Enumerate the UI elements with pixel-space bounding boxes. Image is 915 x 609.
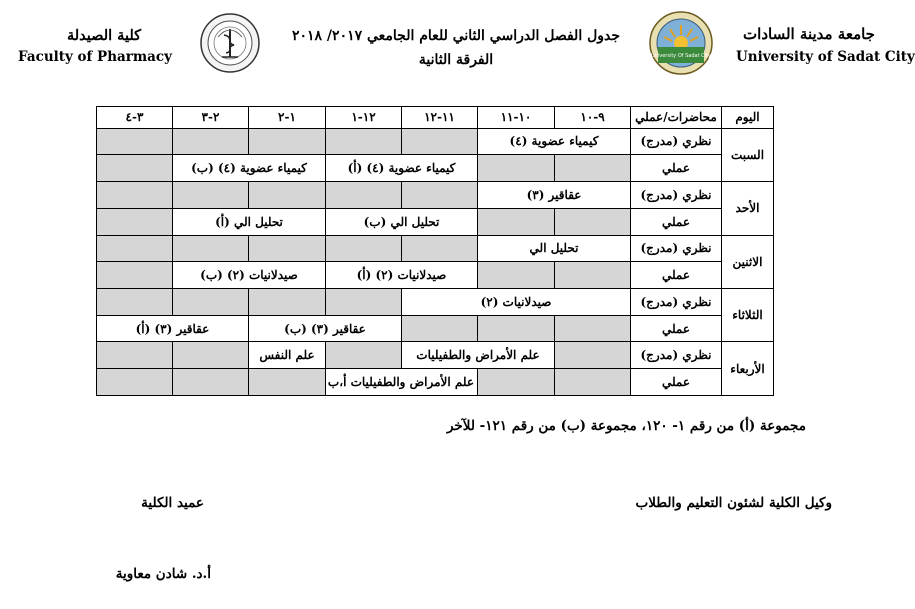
mon-practical-b-cell: صيدلانيات (٢) (ب) [173, 262, 326, 289]
university-seal-icon [648, 11, 714, 75]
schedule-title: جدول الفصل الدراسي الثاني للعام الجامعي ٢٠١٧/ ٢٠١٨ [291, 28, 621, 44]
empty-cell [97, 235, 173, 262]
empty-cell [97, 262, 173, 289]
empty-cell [173, 289, 249, 316]
empty-cell [326, 289, 402, 316]
col-header-10-11: ١٠-١١ [478, 107, 555, 129]
faculty-seal-icon [200, 13, 260, 73]
col-header-1-2: ١-٢ [249, 107, 326, 129]
sun-practical-a-cell: تحليل الي (أ) [173, 208, 326, 235]
sat-lecture-cell: كيمياء عضوية (٤) [478, 128, 631, 155]
vice-dean-title: وكيل الكلية لشئون التعليم والطلاب [635, 495, 832, 511]
tue-lecture-cell: صيدلانيات (٢) [402, 289, 631, 316]
empty-cell [478, 208, 555, 235]
col-header-3-4: ٣-٤ [97, 107, 173, 129]
day-tuesday: الثلاثاء [722, 289, 774, 342]
day-saturday: السبت [722, 128, 774, 181]
col-header-day: اليوم [722, 107, 774, 129]
empty-cell [402, 315, 478, 342]
year-group-title: الفرقة الثانية [418, 52, 494, 68]
day-wednesday: الأربعاء [722, 342, 774, 396]
empty-cell [555, 262, 631, 289]
empty-cell [173, 128, 249, 155]
table-row [97, 369, 774, 396]
empty-cell [402, 182, 478, 209]
table-row [97, 289, 774, 316]
university-name-ar: جامعة مدينة السادات [743, 25, 875, 43]
mon-lecture-cell: تحليل الي [478, 235, 631, 262]
empty-cell [97, 342, 173, 369]
table-row [97, 262, 774, 289]
svg-text:University Of Sadat City: University Of Sadat City [651, 53, 711, 59]
empty-cell [478, 155, 555, 182]
table-row [97, 235, 774, 262]
table-row [97, 208, 774, 235]
lecture-type-label: نظري (مدرج) [631, 342, 722, 369]
empty-cell [555, 155, 631, 182]
table-row [97, 182, 774, 209]
faculty-name-en: Faculty of Pharmacy [18, 49, 172, 65]
empty-cell [249, 289, 326, 316]
empty-cell [555, 315, 631, 342]
tue-practical-b-cell: عقاقير (٣) (ب) [249, 315, 402, 342]
empty-cell [478, 262, 555, 289]
table-row [97, 155, 774, 182]
empty-cell [97, 289, 173, 316]
col-header-9-10: ٩-١٠ [555, 107, 631, 129]
empty-cell [97, 208, 173, 235]
col-header-11-12: ١١-١٢ [402, 107, 478, 129]
faculty-logo [200, 13, 260, 73]
wed-lecture-1-cell: علم الأمراض والطفيليات [402, 342, 555, 369]
col-header-2-3: ٢-٣ [173, 107, 249, 129]
empty-cell [326, 342, 402, 369]
empty-cell [326, 235, 402, 262]
lecture-type-label: نظري (مدرج) [631, 128, 722, 155]
col-header-12-1: ١٢-١ [326, 107, 402, 129]
empty-cell [173, 342, 249, 369]
tue-practical-a-cell: عقاقير (٣) (أ) [97, 315, 249, 342]
practical-type-label: عملي [631, 369, 722, 396]
empty-cell [97, 128, 173, 155]
empty-cell [173, 235, 249, 262]
empty-cell [173, 369, 249, 396]
sun-lecture-cell: عقاقير (٣) [478, 182, 631, 209]
faculty-name-ar: كلية الصيدلة [66, 27, 142, 44]
empty-cell [326, 182, 402, 209]
empty-cell [478, 315, 555, 342]
empty-cell [402, 128, 478, 155]
day-sunday: الأحد [722, 182, 774, 235]
wed-lecture-2-cell: علم النفس [249, 342, 326, 369]
lecture-type-label: نظري (مدرج) [631, 235, 722, 262]
sat-practical-b-cell: كيمياء عضوية (٤) (ب) [173, 155, 326, 182]
dean-name: أ.د. شادن معاوية [115, 566, 211, 582]
table-row [97, 128, 774, 155]
table-row [97, 342, 774, 369]
sat-practical-a-cell: كيمياء عضوية (٤) (أ) [326, 155, 478, 182]
lecture-type-label: نظري (مدرج) [631, 182, 722, 209]
empty-cell [555, 208, 631, 235]
empty-cell [326, 128, 402, 155]
empty-cell [249, 128, 326, 155]
practical-type-label: عملي [631, 315, 722, 342]
university-logo [648, 11, 714, 75]
empty-cell [97, 369, 173, 396]
practical-type-label: عملي [631, 262, 722, 289]
empty-cell [402, 235, 478, 262]
empty-cell [555, 369, 631, 396]
day-monday: الاثنين [722, 235, 774, 288]
col-header-type: محاضرات/عملي [631, 107, 722, 129]
empty-cell [97, 182, 173, 209]
groups-note: مجموعة (أ) من رقم ١- ١٢٠، مجموعة (ب) من رقم ١٢١- للآخر [446, 418, 806, 434]
empty-cell [249, 235, 326, 262]
table-row [97, 315, 774, 342]
empty-cell [555, 342, 631, 369]
empty-cell [249, 369, 326, 396]
empty-cell [249, 182, 326, 209]
university-name-en: University of Sadat City [736, 49, 915, 65]
dean-title: عميد الكلية [141, 495, 204, 511]
schedule-table [96, 106, 774, 396]
table-header-row [97, 107, 774, 129]
practical-type-label: عملي [631, 208, 722, 235]
empty-cell [478, 369, 555, 396]
empty-cell [173, 182, 249, 209]
lecture-type-label: نظري (مدرج) [631, 289, 722, 316]
empty-cell [97, 155, 173, 182]
wed-practical-cell: علم الأمراض والطفيليات أ،ب [326, 369, 478, 396]
mon-practical-a-cell: صيدلانيات (٢) (أ) [326, 262, 478, 289]
sun-practical-b-cell: تحليل الي (ب) [326, 208, 478, 235]
practical-type-label: عملي [631, 155, 722, 182]
